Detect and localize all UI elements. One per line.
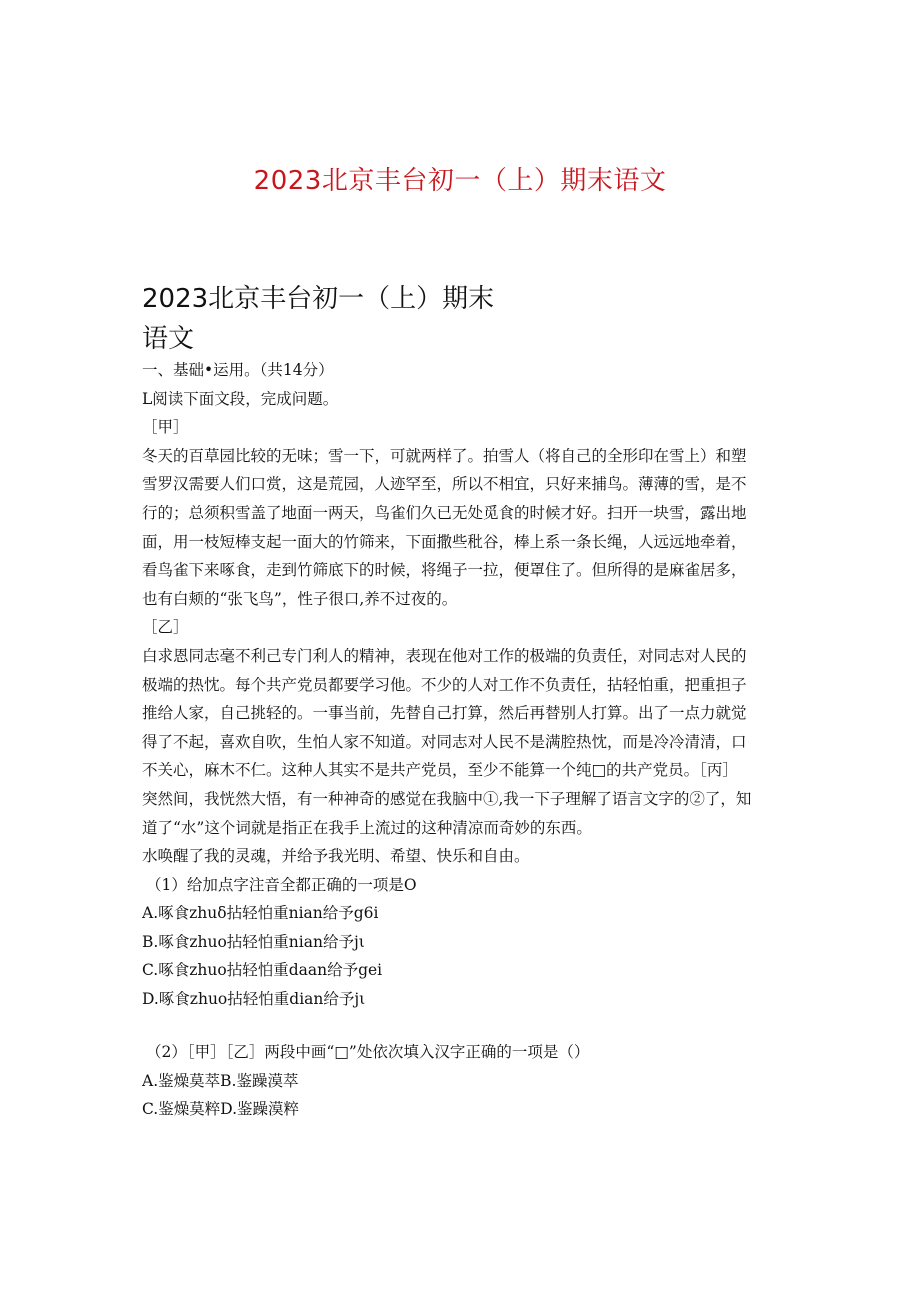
passage-line: 水唤醒了我的灵魂，并给予我光明、希望、快乐和自由。: [142, 847, 530, 866]
passage-line: 推给人家，自己挑轻的。一事当前，先替自己打算，然后再替别人打算。出了一点力就觉: [142, 704, 747, 723]
passage-line: 极端的热忱。每个共产党员都要学习他。不少的人对工作不负责任，拈轻怕重，把重担子: [142, 675, 747, 694]
question-1-prompt: （1）给加点字注音全都正确的一项是O: [146, 875, 417, 894]
section-heading: 一、基础•运用。（共14分）: [142, 361, 334, 379]
question-1-option-a: A.啄食zhuδ拈轻怕重nian给予g6i: [142, 904, 379, 923]
question-1-option-c: C.啄食zhuo拈轻怕重daan给予gei: [142, 961, 383, 980]
question-2-options-cd: C.鉴燥莫粹D.鉴躁漠粹: [142, 1100, 300, 1119]
question-2-prompt: （2）［甲］［乙］两段中画“□”处依次填入汉字正确的一项是（）: [146, 1043, 590, 1061]
question-1-option-d: D.啄食zhuo拈轻怕重dian给予jι: [142, 990, 366, 1009]
passage-line: 不关心，麻木不仁。这种人其实不是共产党员，至少不能算一个纯□的共产党员。［丙］: [142, 761, 738, 780]
text-block-part-1: [142, 356, 802, 1014]
question-2-options-ab: A.鉴燥莫萃B.鉴躁漠萃: [142, 1071, 299, 1090]
question-1-option-b: B.啄食zhuo拈轻怕重nian给予jι: [142, 932, 365, 951]
document-title: 2023北京丰台初一（上）期末语文: [253, 166, 667, 196]
text-block-part-2: [142, 1038, 802, 1124]
passage-line: 雪罗汉需要人们口赏，这是荒园，人迹罕至，所以不相宜，只好来捕鸟。薄薄的雪，是不: [142, 475, 747, 494]
question-instruction: L阅读下面文段，完成问题。: [142, 389, 339, 408]
passage-line: 道了“水”这个词就是指正在我手上流过的这种清凉而奇妙的东西。: [142, 818, 592, 837]
passage-line: 得了不起，喜欢自吹，生怕人家不知道。对同志对人民不是满腔热忱，而是冷冷清清，口: [142, 732, 747, 751]
passage-label-yi: ［乙］: [142, 618, 189, 637]
passage-line: 冬天的百草园比较的无味；雪一下，可就两样了。拍雪人（将自己的全形印在雪上）和塑: [142, 446, 747, 465]
passage-line: 行的；总须积雪盖了地面一两天，鸟雀们久已无处觅食的时候才好。扫开一块雪，露出地: [142, 503, 747, 522]
heading-main: 2023北京丰台初一（上）期末: [142, 284, 495, 314]
passage-label-jia: ［甲］: [142, 418, 189, 437]
passage-line: 白求恩同志毫不利己专门利人的精神，表现在他对工作的极端的负责任，对同志对人民的: [142, 646, 747, 665]
passage-line: 看鸟雀下来啄食，走到竹筛底下的时候，将绳子一拉，便罩住了。但所得的是麻雀居多，: [142, 561, 747, 580]
heading-subject: 语文: [142, 324, 195, 354]
passage-line: 也有白颊的“张飞鸟”，性子很口,养不过夜的。: [142, 589, 458, 608]
passage-line: 突然间，我恍然大悟，有一种神奇的感觉在我脑中①,我一下子理解了语言文字的②了，知: [142, 789, 752, 808]
passage-line: 面，用一枝短棒支起一面大的竹筛来，下面撒些秕谷，棒上系一条长绳，人远远地牵着，: [142, 532, 747, 551]
